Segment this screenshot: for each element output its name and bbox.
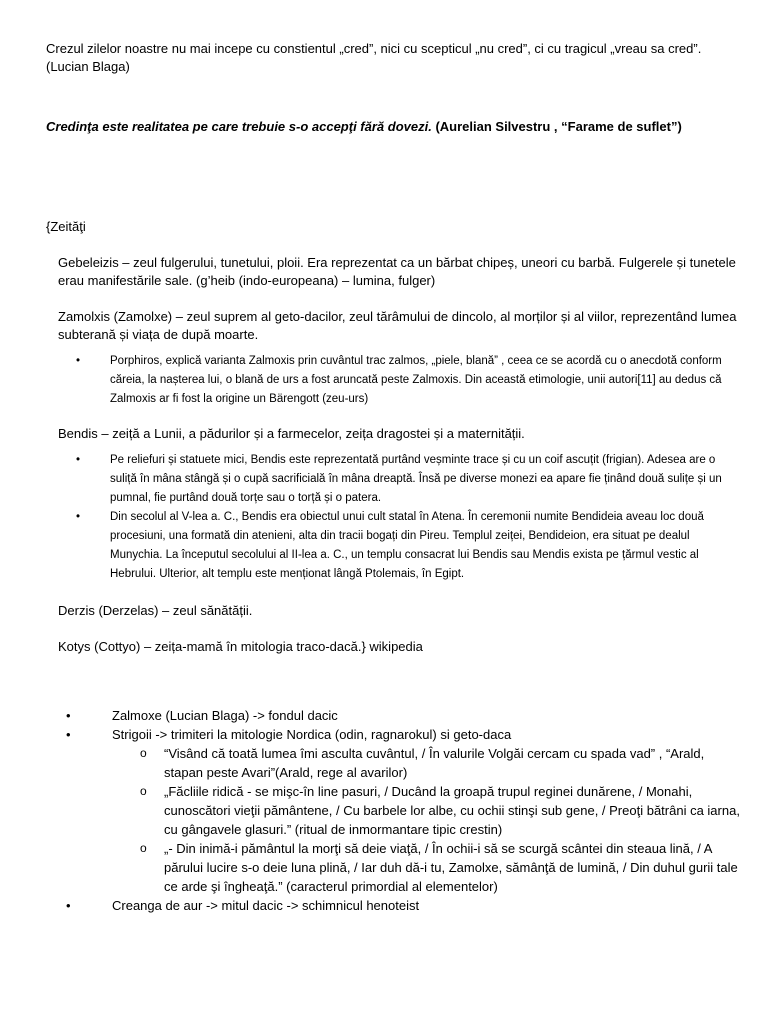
deity-derzis: Derzis (Derzelas) – zeul sănătății. <box>58 603 253 618</box>
outline-list <box>46 706 744 915</box>
outline-item-creanga-de-aur: • Creanga de aur -> mitul dacic -> schimnicul henoteist <box>66 896 744 915</box>
bendis-notes-list <box>46 451 744 584</box>
deity-kotys: Kotys (Cottyo) – zeița-mamă în mitologia traco-dacă.} wikipedia <box>58 639 423 654</box>
outline-item-zalmoxe: • Zalmoxe (Lucian Blaga) -> fondul dacic <box>66 706 744 725</box>
strigoii-quotes-list <box>112 744 744 896</box>
list-item: o “Visând că toată lumea îmi asculta cuvântul, / În valurile Volgăi cercam cu spada vad” , “Arald, stapan peste Avari”(Arald, rege al avarilor) <box>140 744 744 782</box>
outline-item-strigoii <box>66 725 744 896</box>
list-item: • Din secolul al V-lea a. C., Bendis era obiectul unui cult statal în Atena. În ceremonii numite Bendideia aveau loc două procesiuni, una formată din atenieni, alta din tracii bogați din Pireu. Templul zeiței, Bendideion, era situat pe dealul Munychia. La începutul secolului al II-lea a. C., un templu consacrat lui Bendis sau Mendis exista pe țărmul vestic al Hebrului. Ulterior, alt templu este menționat lângă Ptolemais, în Egipt. <box>76 508 744 584</box>
deity-gebeleizis: Gebeleizis – zeul fulgerului, tunetului, ploii. Era reprezentat ca un bărbat chipeș, uneori cu barbă. Fulgerele și tunetele erau manifestările sale. (g’heib (indo-europeana) – lumina, fulger) <box>58 255 736 288</box>
zeitati-heading: {Zeităţi <box>46 219 86 234</box>
silvestru-quote <box>46 118 744 136</box>
silvestru-quote-text: Credinţa este realitatea pe care trebuie s-o accepţi fără dovezi. <box>46 119 432 134</box>
list-item: o „- Din inimă-i pământul la morţi să deie viaţă, / În ochii-i să se scurgă scântei din steaua lină, / A părului lucire s-o deie luna plină, / Iar duh dă-i tu, Zamolxe, sămânţă de lumină, / Din duhul gurii tale ce arde şi îngheaţă.” (caracterul primordial al elementelor) <box>140 839 744 896</box>
list-item: • Pe reliefuri și statuete mici, Bendis este reprezentată purtând veșminte trace și cu un coif ascuțit (frigian). Adesea are o suliță în mâna stângă și o cupă sacrificială în mâna dreaptă. Însă pe diverse monezi ea apare fie ținând două sulițe și un pumnal, fie purtând două torțe sau o torță și o patera. <box>76 451 744 508</box>
list-item: • Porphiros, explică varianta Zalmoxis prin cuvântul trac zalmos, „piele, blană” , ceea ce se acordă cu o anecdotă conform căreia, la nașterea lui, o blană de urs a fost aruncată peste Zalmoxis. Din această etimologie, unii autori[11] au dedus că Zalmoxis ar fi fost la origine un Bärengott (zeu-urs) <box>76 352 744 409</box>
deity-zamolxis: Zamolxis (Zamolxe) – zeul suprem al geto-dacilor, zeul tărâmului de dincolo, al morților și al viilor, reprezentând lumea subterană și viața de după moarte. <box>58 309 737 342</box>
silvestru-quote-attribution: (Aurelian Silvestru , “Farame de suflet”) <box>431 119 682 134</box>
blaga-quote: Crezul zilelor noastre nu mai incepe cu constientul „cred”, nici cu scepticul „nu cred”, ci cu tragicul „vreau sa cred”. (Lucian Blaga) <box>46 41 702 74</box>
list-item: o „Făcliile ridică - se mişc-în line pasuri, / Ducând la groapă trupul reginei dunărene, / Monahi, cunoscători vieţii pământene, / Cu barbele lor albe, cu ochii stinşi sub gene, / Preoţi bătrâni ca iarna, cu gângavele glasuri.” (ritual de inmormantare tipic crestin) <box>140 782 744 839</box>
deity-bendis: Bendis – zeiță a Lunii, a pădurilor și a farmecelor, zeița dragostei și a maternității. <box>58 426 525 441</box>
outline-item-strigoii-label: Strigoii -> trimiteri la mitologie Nordica (odin, ragnarokul) si geto-daca <box>112 727 512 742</box>
zamolxis-notes-list <box>46 352 744 409</box>
